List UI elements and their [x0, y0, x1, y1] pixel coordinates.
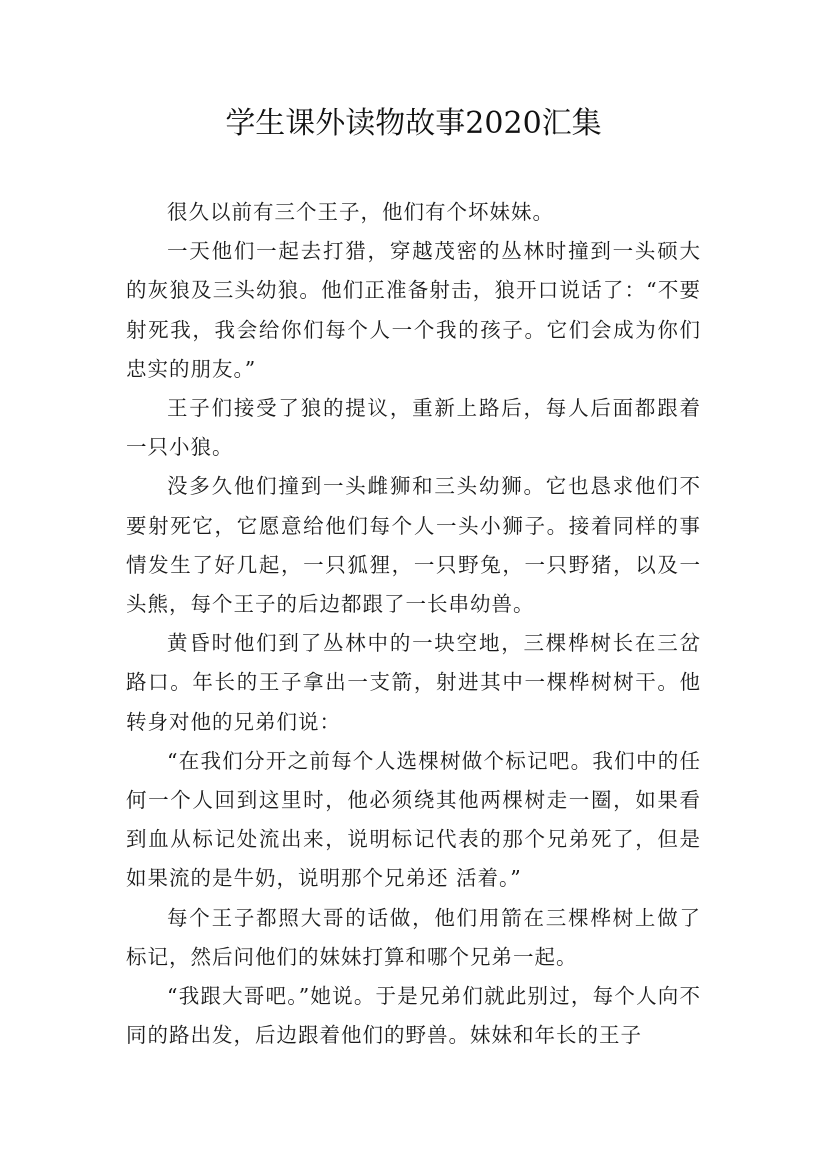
paragraph: 王子们接受了狼的提议，重新上路后，每人后面都跟着一只小狼。	[126, 396, 701, 460]
paragraph: “在我们分开之前每个人选棵树做个标记吧。我们中的任何一个人回到这里时，他必须绕其他两棵树走一圈，如果看到血从标记处流出来，说明标记代表的那个兄弟死了，但是如果流的是牛奶，说明那个兄弟还 活着。”	[126, 748, 701, 891]
paragraph: 黄昏时他们到了丛林中的一块空地，三棵桦树长在三岔路口。年长的王子拿出一支箭，射进其中一棵桦树树干。他转身对他的兄弟们说：	[126, 631, 701, 734]
document-title: 学生课外读物故事2020汇集	[225, 106, 602, 141]
paragraph: 一天他们一起去打猎，穿越茂密的丛林时撞到一头硕大的灰狼及三头幼狼。他们正准备射击，狼开口说话了：“不要射死我，我会给你们每个人一个我的孩子。它们会成为你们忠实的朋友。”	[126, 239, 701, 381]
paragraph: 每个王子都照大哥的话做，他们用箭在三棵桦树上做了标记，然后问他们的妹妹打算和哪个兄弟一起。	[126, 905, 701, 969]
paragraph: 没多久他们撞到一头雌狮和三头幼狮。它也恳求他们不要射死它，它愿意给他们每个人一头小狮子。接着同样的事情发生了好几起，一只狐狸，一只野兔，一只野猪，以及一头熊，每个王子的后边都跟了一长串幼兽。	[126, 474, 701, 617]
paragraph: 很久以前有三个王子，他们有个坏妹妹。	[167, 200, 554, 224]
document-body	[126, 193, 701, 1055]
paragraph: “我跟大哥吧。”她说。于是兄弟们就此别过，每个人向不同的路出发，后边跟着他们的野兽。妹妹和年长的王子	[126, 984, 701, 1048]
